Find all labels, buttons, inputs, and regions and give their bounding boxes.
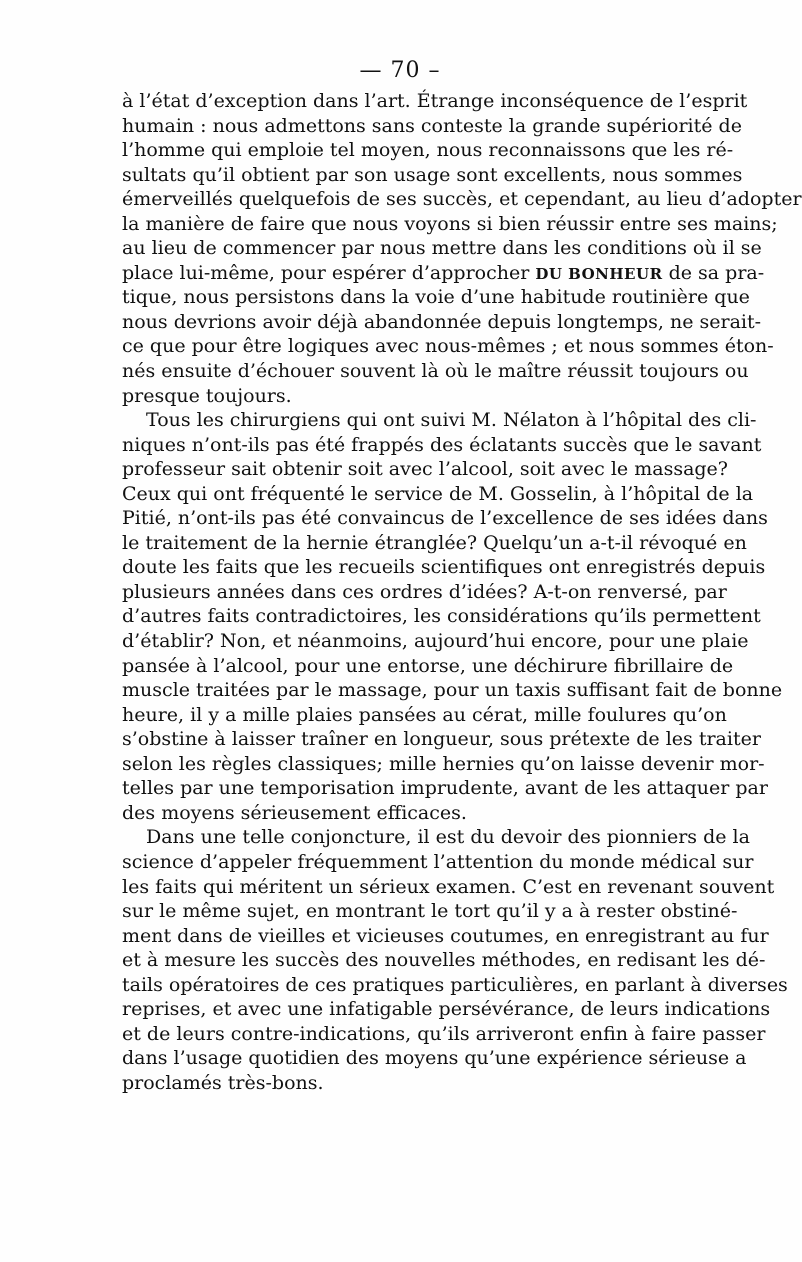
text-line: pansée à l’alcool, pour une entorse, une déchirure fibrillaire de [122,654,734,677]
text-line: ment dans de vieilles et vicieuses coutumes, en enregistrant au fur [122,924,769,947]
text-line: proclamés très-bons. [122,1071,324,1094]
text-line: Pitié, n’ont-ils pas été convaincus de l’excellence de ses idées dans [122,507,768,530]
text-line: place lui-même, pour espérer d’approcher DU BONHEUR de sa pra- [122,261,765,284]
text-line: dans l’usage quotidien des moyens qu’une expérience sérieuse a [122,1047,747,1070]
text-line: la manière de faire que nous voyons si bien réussir entre ses mains; [122,212,778,235]
text-line: Tous les chirurgiens qui ont suivi M. Nélaton à l’hôpital des cli- [146,409,757,432]
text-line: d’établir? Non, et néanmoins, aujourd’hui encore, pour une plaie [122,630,749,653]
text-line: à l’état d’exception dans l’art. Étrange inconséquence de l’esprit [122,90,748,112]
text-line: doute les faits que les recueils scientifiques ont enregistrés depuis [122,556,766,579]
text-line: nous devrions avoir déjà abandonnée depuis longtemps, ne serait- [122,310,762,333]
text-line: plusieurs années dans ces ordres d’idées? A-t-on renversé, par [122,580,727,603]
text-line: selon les règles classiques; mille hernies qu’on laisse devenir mor- [122,752,765,775]
text-line: émerveillés quelquefois de ses succès, et cependant, au lieu d’adopter [122,188,802,211]
text-line: muscle traitées par le massage, pour un taxis suffisant fait de bonne [122,679,783,702]
body-text [122,89,802,1095]
text-line: heure, il y a mille plaies pansées au cérat, mille foulures qu’on [122,703,727,726]
text-line: l’homme qui emploie tel moyen, nous reconnaissons que les ré- [122,139,734,162]
text-line: et à mesure les succès des nouvelles méthodes, en redisant les dé- [122,949,766,972]
text-line: professeur sait obtenir soit avec l’alcool, soit avec le massage? [122,458,728,481]
text-line: les faits qui méritent un sérieux examen. C’est en revenant souvent [122,875,775,898]
text-line: sur le même sujet, en montrant le tort qu’il y a à rester obstiné- [122,900,738,923]
text-line: telles par une temporisation imprudente, avant de les attaquer par [122,777,768,800]
text-line: ce que pour être logiques avec nous-mêmes ; et nous sommes éton- [122,335,774,358]
text-line: humain : nous admettons sans conteste la grande supériorité de [122,114,742,137]
text-line: et de leurs contre-indications, qu’ils arriveront enfin à faire passer [122,1022,766,1045]
text-line: tails opératoires de ces pratiques particulières, en parlant à diverses [122,973,788,996]
text-line: au lieu de commencer par nous mettre dans les conditions où il se [122,237,762,260]
text-line: science d’appeler fréquemment l’attention du monde médical sur [122,850,754,873]
text-line: nés ensuite d’échouer souvent là où le maître réussit toujours ou [122,360,749,383]
text-line: Dans une telle conjoncture, il est du devoir des pionniers de la [146,826,750,849]
text-line: sultats qu’il obtient par son usage sont excellents, nous sommes [122,163,743,186]
text-line: niques n’ont-ils pas été frappés des éclatants succès que le savant [122,433,762,456]
text-line: tique, nous persistons dans la voie d’une habitude routinière que [122,286,750,309]
text-line: d’autres faits contradictoires, les considérations qu’ils permettent [122,605,761,628]
text-line: le traitement de la hernie étranglée? Quelqu’un a-t-il révoqué en [122,531,747,554]
text-line: presque toujours. [122,384,292,407]
text-line: reprises, et avec une infatigable persévérance, de leurs indications [122,998,771,1021]
small-caps-phrase: DU BONHEUR [535,264,663,283]
page-number: — 70 – [359,58,441,83]
text-line: des moyens sérieusement efficaces. [122,801,467,824]
text-line: Ceux qui ont fréquenté le service de M. Gosselin, à l’hôpital de la [122,482,754,505]
text-line: s’obstine à laisser traîner en longueur, sous prétexte de les traiter [122,728,761,751]
